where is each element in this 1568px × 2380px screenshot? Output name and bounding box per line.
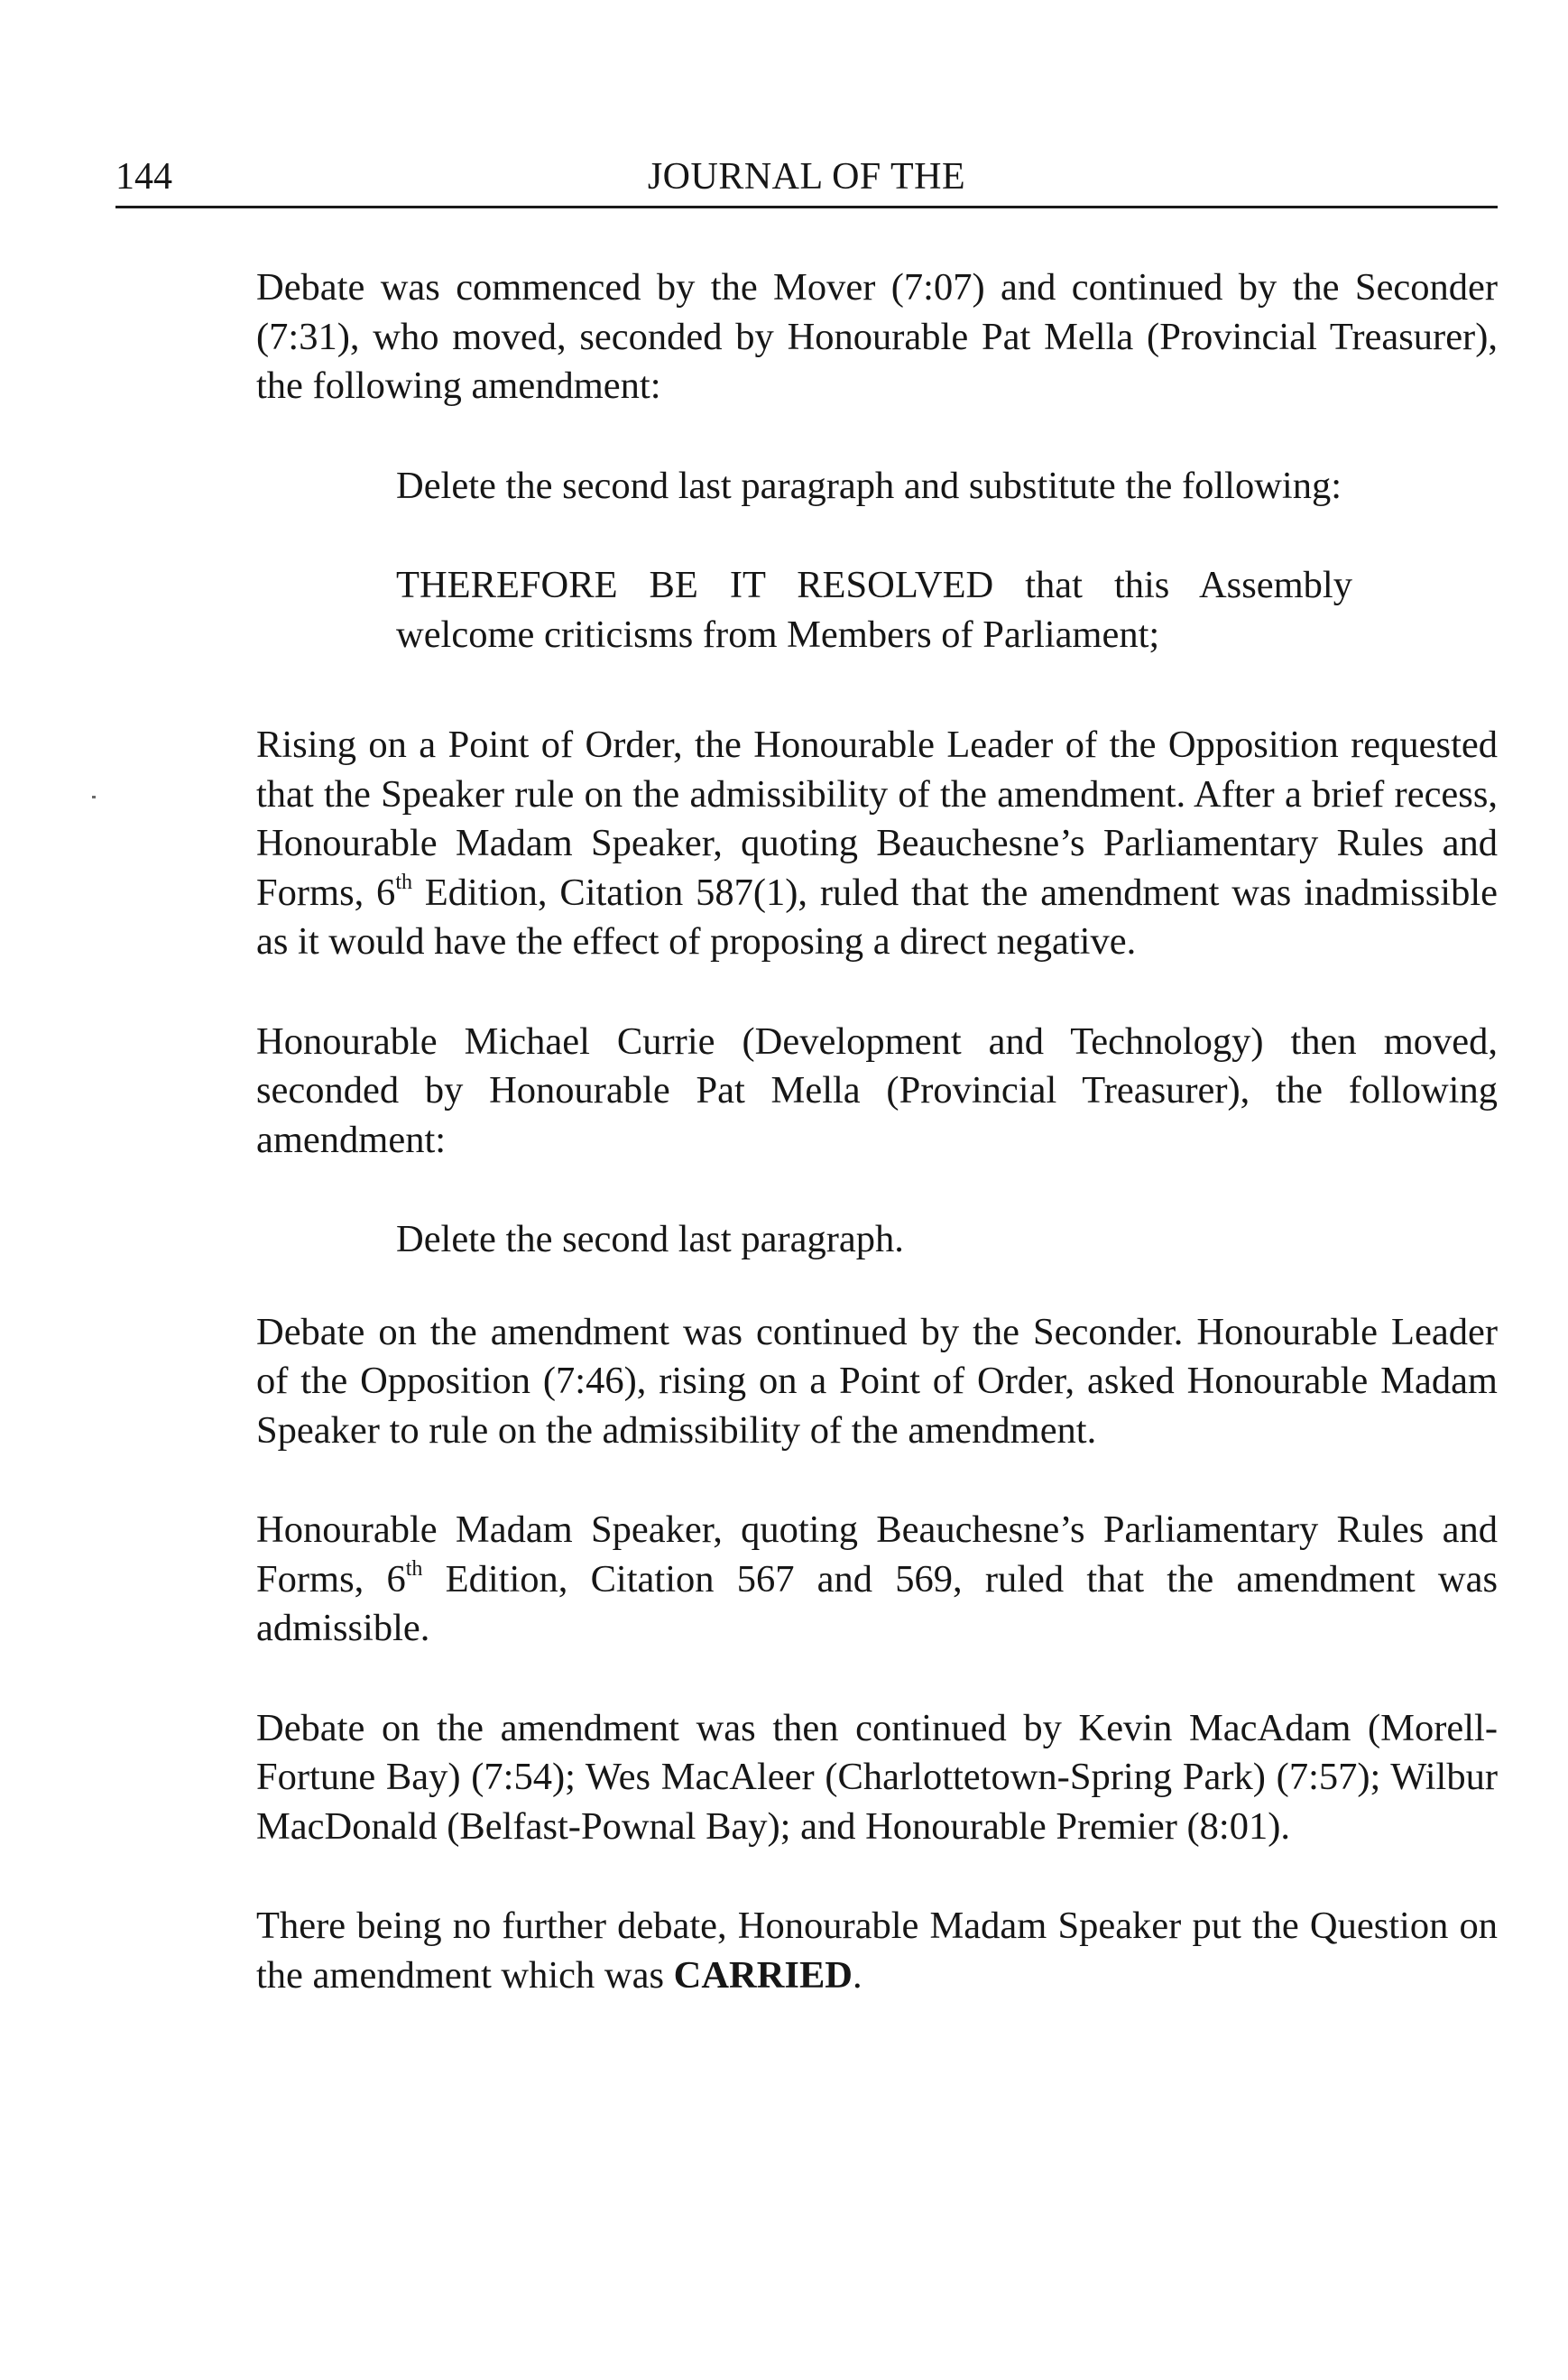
paragraph-speaker-ruling-text-1: Honourable Madam Speaker, quoting Beauchesne’s Parliamentary Rules and Forms, 6: [256, 1508, 1498, 1601]
paragraph-question-carried: [256, 1902, 1498, 2000]
paragraph-debate-commenced: Debate was commenced by the Mover (7:07) and continued by the Seconder (7:31), who moved, seconded by Honourable Pat Mella (Provincial Treasurer), the following amendment:: [256, 266, 1498, 407]
running-head: JOURNAL OF THE: [647, 156, 966, 198]
paragraph-point-of-order: [256, 721, 1498, 967]
paragraph-point-of-order-text-1: Rising on a Point of Order, the Honourable Leader of the Opposition requested that the Speaker rule on the admissibility of the amendment. After a brief recess, Honourable Madam Speaker, quoting Beauchesne’s Parliamentary Rules and Forms, 6: [256, 724, 1498, 914]
paragraph-question-period: .: [853, 1953, 862, 1997]
ordinal-superscript: th: [395, 871, 412, 895]
paragraph-question-text: There being no further debate, Honourable Madam Speaker put the Question on the amendment which was: [256, 1905, 1498, 1997]
quoted-second-amendment: Delete the second last paragraph.: [396, 1218, 904, 1260]
page-number: 144: [115, 156, 172, 198]
margin-speck: [92, 796, 96, 798]
quoted-amendment-instruction: Delete the second last paragraph and substitute the following:: [396, 464, 1342, 507]
carried-label: CARRIED: [673, 1953, 853, 1997]
paragraph-debate-continued: Debate on the amendment was continued by the Seconder. Honourable Leader of the Opposition (7:46), rising on a Point of Order, asked Honourable Madam Speaker to rule on the admissibility of the amendment.: [256, 1310, 1498, 1452]
ordinal-superscript: th: [405, 1557, 423, 1582]
paragraph-point-of-order-text-2: Edition, Citation 587(1), ruled that the amendment was inadmissible as it would have the effect of proposing a direct negative.: [256, 871, 1498, 963]
paragraph-further-debate: Debate on the amendment was then continued by Kevin MacAdam (Morell-Fortune Bay) (7:54); Wes MacAleer (Charlottetown-Spring Park) (7:57); Wilbur MacDonald (Belfast-Pownal Bay); and Honourable Premier (8:01).: [256, 1706, 1498, 1848]
paragraph-speaker-ruling-text-2: Edition, Citation 567 and 569, ruled that the amendment was admissible.: [256, 1557, 1499, 1649]
paragraph-speaker-ruling: [256, 1506, 1498, 1654]
paragraph-currie-amendment: Honourable Michael Currie (Development and Technology) then moved, seconded by Honourable Pat Mella (Provincial Treasurer), the following amendment:: [256, 1019, 1498, 1161]
quoted-amendment-resolution: THEREFORE BE IT RESOLVED that this Assembly welcome criticisms from Members of Parliament;: [396, 564, 1352, 656]
page-body: [256, 263, 1498, 2051]
page-header: [115, 152, 1498, 208]
